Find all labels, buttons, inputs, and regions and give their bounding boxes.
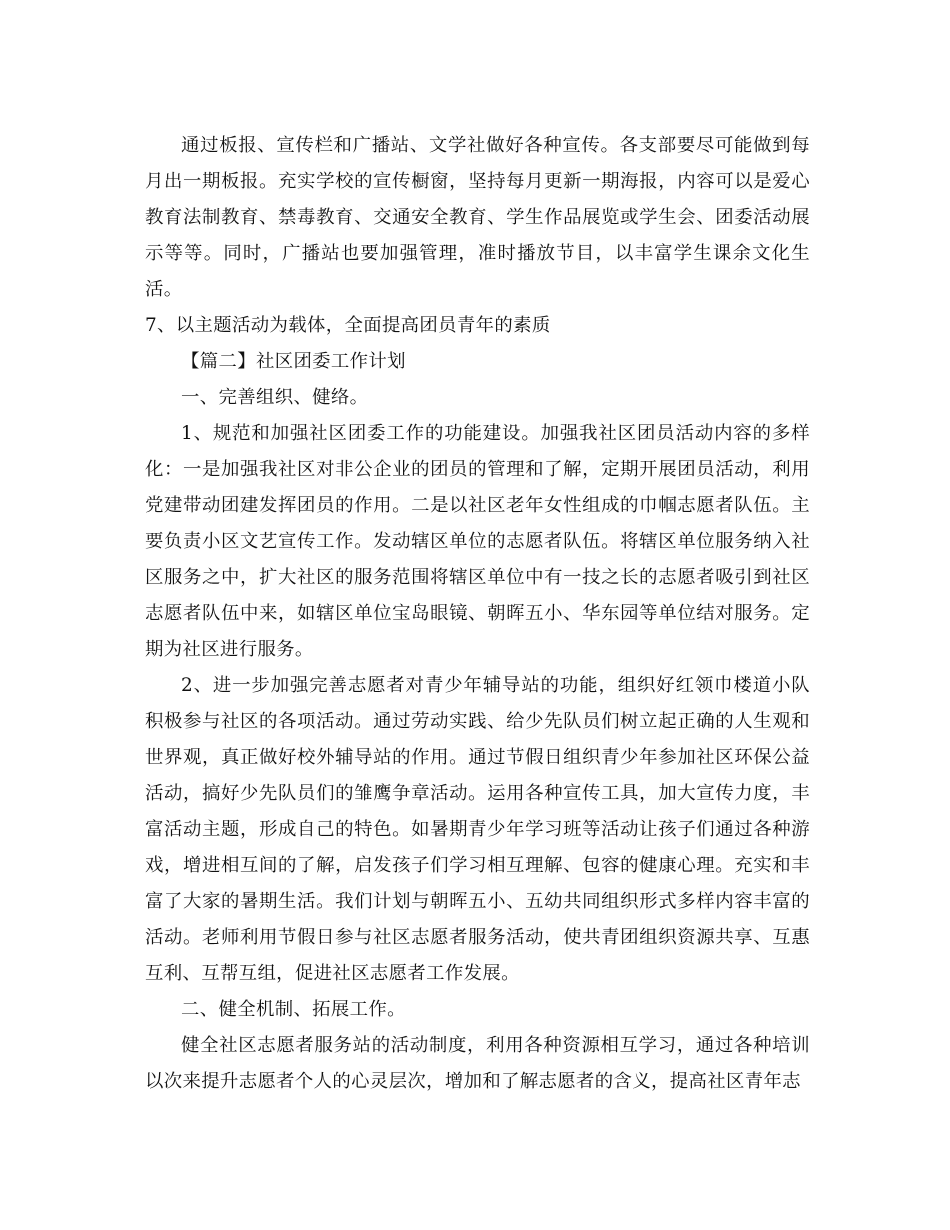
section-heading-part-two: 【篇二】社区团委工作计划 — [181, 351, 406, 372]
heading-improve-organization: 一、完善组织、健络。 — [181, 387, 369, 408]
paragraph-item-2: 2、进一步加强完善志愿者对青少年辅导站的功能，组织好红领巾楼道小队积极参与社区的各项活动。通过劳动实践、给少先队员们树立起正确的人生观和世界观，真正做好校外辅导站的作用。通过节假日组织青少年参加社区环保公益活动，搞好少先队员们的雏鹰争章活动。运用各种宣传工具，加大宣传力度，丰富活动主题，形成自己的特色。如暑期青少年学习班等活动让孩子们通过各种游戏，增进相互间的了解，启发孩子们学习相互理解、包容的健康心理。充实和丰富了大家的暑期生活。我们计划与朝晖五小、五幼共同组织形式多样内容丰富的活动。老师利用节假日参与社区志愿者服务活动，使共青团组织资源共享、互惠互利、互帮互组，促进社区志愿者工作发展。 — [145, 675, 810, 984]
paragraph-publicity: 通过板报、宣传栏和广播站、文学社做好各种宣传。各支部要尽可能做到每月出一期板报。充实学校的宣传橱窗，坚持每月更新一期海报，内容可以是爱心教育法制教育、禁毒教育、交通安全教育、学生作品展览或学生会、团委活动展示等等。同时，广播站也要加强管理，准时播放节目，以丰富学生课余文化生活。 — [145, 135, 810, 300]
document-body — [145, 128, 810, 1100]
heading-mechanism: 二、健全机制、拓展工作。 — [181, 999, 406, 1020]
paragraph-volunteer-system: 健全社区志愿者服务站的活动制度，利用各种资源相互学习，通过各种培训以次来提升志愿者个人的心灵层次，增加和了解志愿者的含义，提高社区青年志 — [145, 1035, 810, 1092]
paragraph-item-1: 1、规范和加强社区团委工作的功能建设。加强我社区团员活动内容的多样化：一是加强我社区对非公企业的团员的管理和了解，定期开展团员活动，利用党建带动团建发挥团员的作用。二是以社区老年女性组成的巾帼志愿者队伍。主要负责小区文艺宣传工作。发动辖区单位的志愿者队伍。将辖区单位服务纳入社区服务之中，扩大社区的服务范围将辖区单位中有一技之长的志愿者吸引到社区志愿者队伍中来，如辖区单位宝岛眼镜、朝晖五小、华东园等单位结对服务。定期为社区进行服务。 — [145, 423, 810, 660]
paragraph-item-7: 7、以主题活动为载体，全面提高团员青年的素质 — [145, 315, 551, 336]
